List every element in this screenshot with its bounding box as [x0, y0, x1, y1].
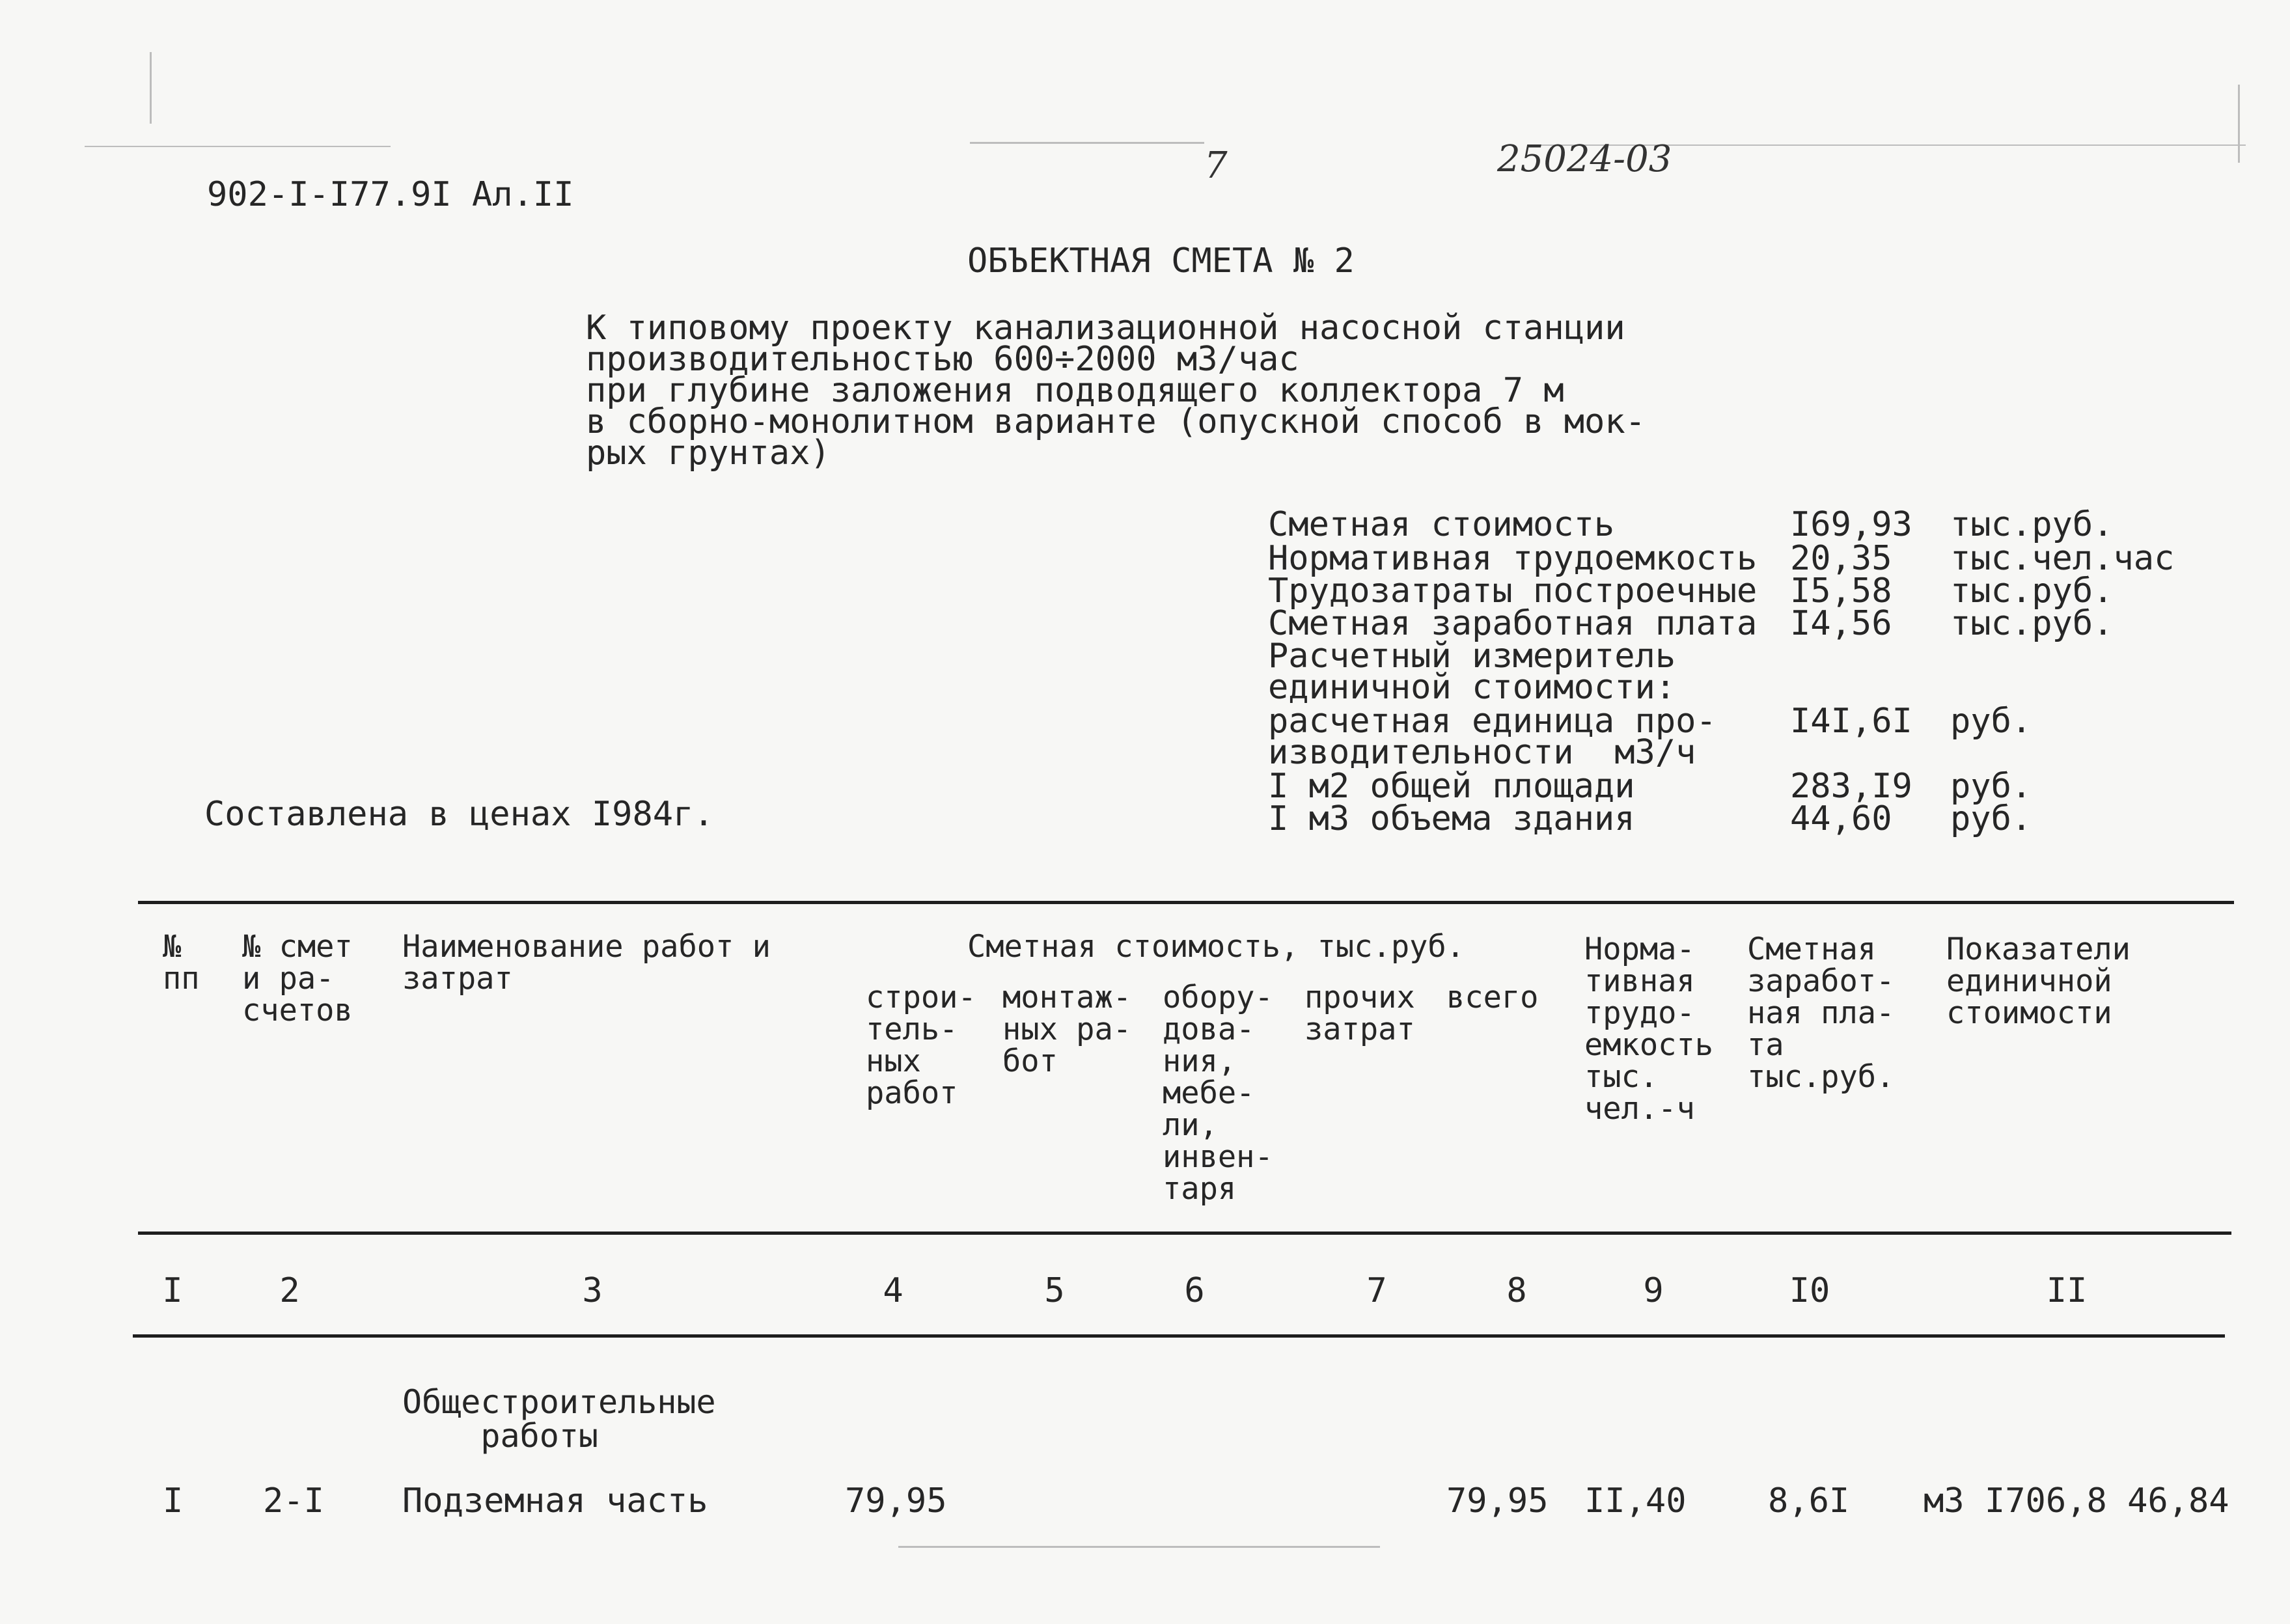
- scan-line-top-left: [85, 146, 391, 147]
- section-title: Общестроительные работы: [402, 1383, 716, 1455]
- column-number-7: 7: [1366, 1271, 1387, 1310]
- summary-unit-labor: тыс.чел.час: [1950, 539, 2175, 578]
- header-installation: монтаж- ных ра- бот: [1002, 980, 1132, 1079]
- row-labor: II,40: [1584, 1481, 1687, 1521]
- column-number-4: 4: [883, 1271, 904, 1310]
- row-wages: 8,6I: [1768, 1481, 1850, 1521]
- summary-unit-cost: тыс.руб.: [1950, 505, 2114, 544]
- row-pp: I: [163, 1481, 184, 1521]
- column-number-5: 5: [1044, 1271, 1065, 1310]
- project-description: К типовому проекту канализационной насосной станции производительностью 600÷2000 м3/час при глубине заложения подводящего коллектора 7 м в сборно-монолитном варианте (опускной способ в мок- рых грунтах): [586, 309, 1646, 473]
- header-row-number: № пп: [163, 929, 200, 997]
- header-work-name: Наименование работ и затрат: [402, 929, 771, 997]
- summary-unit-capacity-unit: руб.: [1950, 702, 2032, 741]
- column-number-1: I: [162, 1271, 183, 1310]
- header-cost-group: Сметная стоимость, тыс.руб.: [967, 929, 1465, 965]
- scan-line-bottom: [898, 1546, 1380, 1548]
- column-numbers-bottom-rule: [133, 1334, 2225, 1338]
- handwritten-reference: 25024-03: [1497, 138, 1672, 180]
- header-normative-labor: Норма- тивная трудо- емкость тыс. чел.-ч: [1584, 931, 1714, 1127]
- prices-note: Составлена в ценах I984г.: [204, 795, 714, 834]
- column-number-9: 9: [1643, 1271, 1664, 1310]
- summary-label-volume: I м3 объема здания: [1268, 799, 1635, 838]
- summary-unit-area: руб.: [1950, 767, 2032, 806]
- header-wages: Сметная заработ- ная пла- та тыс.руб.: [1747, 931, 1895, 1095]
- summary-unit-wages: тыс.руб.: [1950, 604, 2114, 643]
- document-code: 902-I-I77.9I Ал.II: [207, 175, 574, 214]
- header-equipment: обору- дова- ния, мебе- ли, инвен- таря: [1163, 980, 1273, 1207]
- summary-label-cost: Сметная стоимость: [1268, 505, 1615, 544]
- row-estimate: 2-I: [263, 1481, 324, 1521]
- column-number-8: 8: [1506, 1271, 1527, 1310]
- header-unit-indicators: Показатели единичной стоимости: [1946, 931, 2131, 1031]
- summary-value-cost: I69,93: [1790, 505, 1912, 544]
- summary-value-site-costs: I5,58: [1790, 571, 1892, 611]
- summary-value-labor: 20,35: [1790, 539, 1892, 578]
- summary-unit-volume: руб.: [1950, 799, 2032, 838]
- summary-label-area: I м2 общей площади: [1268, 767, 1635, 806]
- summary-label-labor: Нормативная трудоемкость: [1268, 539, 1758, 578]
- summary-value-capacity-unit: I4I,6I: [1790, 702, 1912, 741]
- column-number-3: 3: [582, 1271, 603, 1310]
- summary-value-area: 283,I9: [1790, 767, 1912, 806]
- summary-label-capacity-unit: расчетная единица про- изводительности м3/ч: [1268, 702, 1717, 772]
- summary-label-wages: Сметная заработная плата: [1268, 604, 1758, 643]
- column-number-11: II: [2046, 1271, 2088, 1310]
- scan-line-top-center: [970, 142, 1204, 144]
- summary-label-unit-meter: Расчетный измеритель единичной стоимости:: [1268, 637, 1676, 707]
- table-header-bottom-rule: [138, 1232, 2231, 1235]
- row-indicators: м3 I706,8 46,84: [1924, 1481, 2229, 1521]
- scan-mark-left: [150, 52, 152, 124]
- table-top-rule: [138, 901, 2234, 904]
- summary-unit-site-costs: тыс.руб.: [1950, 571, 2114, 611]
- scan-mark-right: [2238, 85, 2240, 163]
- summary-value-volume: 44,60: [1790, 799, 1892, 838]
- column-number-2: 2: [279, 1271, 300, 1310]
- summary-label-site-costs: Трудозатраты построечные: [1268, 571, 1758, 611]
- header-construction: строи- тель- ных работ: [866, 980, 976, 1111]
- row-construction: 79,95: [845, 1481, 947, 1521]
- row-total: 79,95: [1446, 1481, 1549, 1521]
- header-total: всего: [1446, 980, 1539, 1015]
- column-number-10: I0: [1789, 1271, 1830, 1310]
- page-number: 7: [1204, 145, 1228, 187]
- column-number-6: 6: [1184, 1271, 1205, 1310]
- header-estimate-number: № смет и ра- счетов: [242, 929, 353, 1028]
- summary-value-wages: I4,56: [1790, 604, 1892, 643]
- document-title: ОБЪЕКТНАЯ СМЕТА № 2: [967, 241, 1355, 281]
- header-other: прочих затрат: [1304, 980, 1415, 1047]
- row-name: Подземная часть: [402, 1481, 708, 1521]
